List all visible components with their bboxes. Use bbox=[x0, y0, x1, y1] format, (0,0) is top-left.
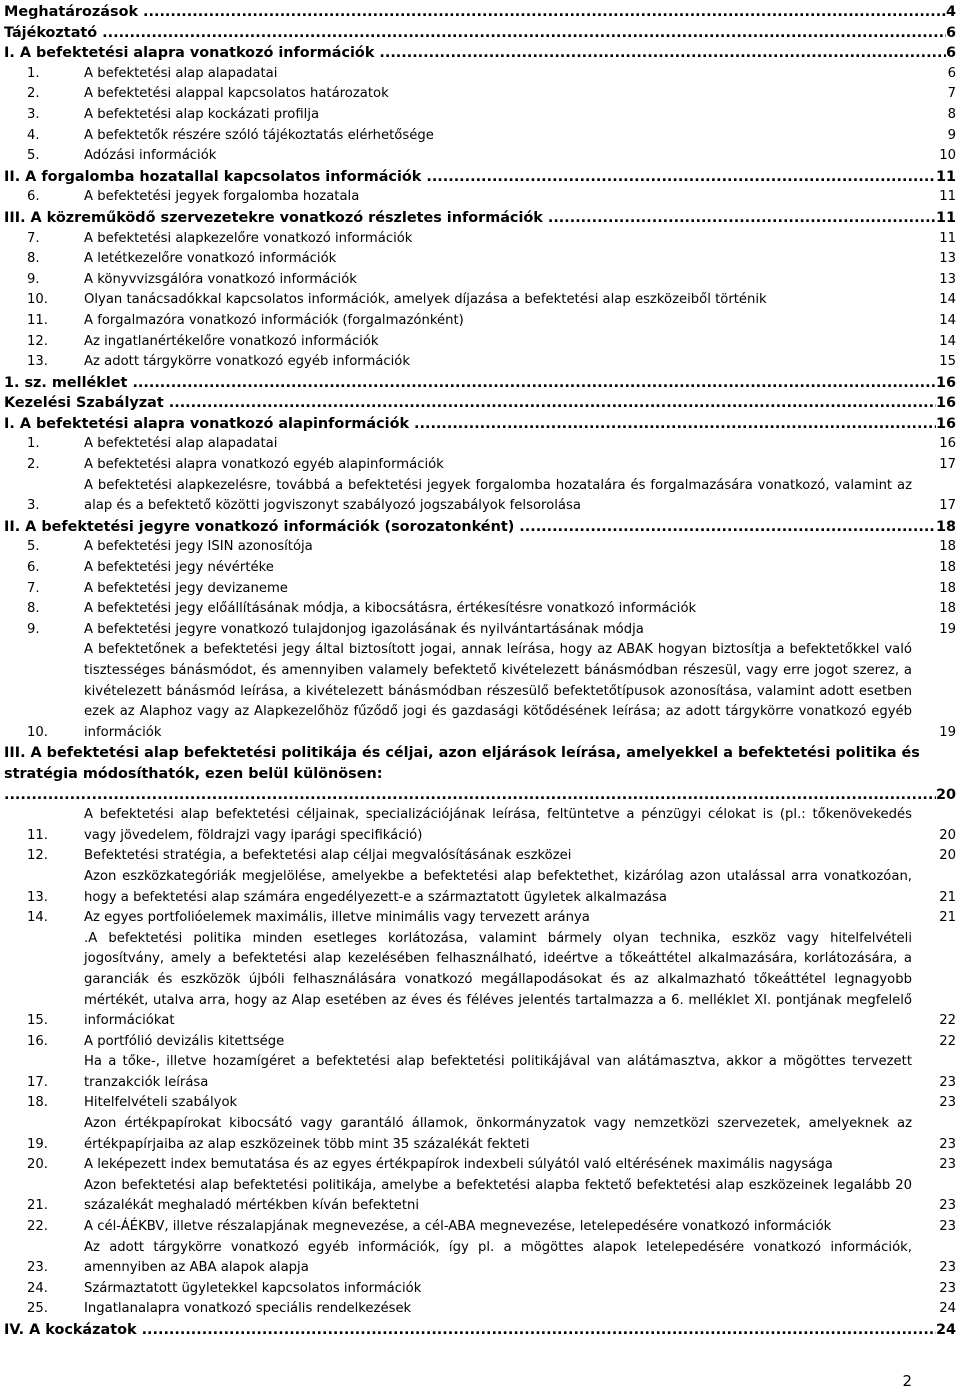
toc-entry[interactable] bbox=[4, 805, 956, 846]
toc-entry[interactable] bbox=[4, 1299, 956, 1320]
toc-entry[interactable] bbox=[4, 867, 956, 908]
toc-entry-page: 23 bbox=[939, 1198, 956, 1214]
toc-entry-page: 17 bbox=[939, 457, 956, 473]
toc-section-heading[interactable] bbox=[4, 208, 956, 229]
toc-entry-number: 1. bbox=[27, 436, 40, 452]
toc-entry-title: A befektetési alappal kapcsolatos határozatok bbox=[84, 86, 389, 102]
toc-entry[interactable] bbox=[4, 1093, 956, 1114]
toc-entry-number: 6. bbox=[27, 189, 40, 205]
toc-entry-number: 19. bbox=[27, 1136, 48, 1152]
toc-entry-page: 11 bbox=[939, 189, 956, 205]
toc-entry-page: 23 bbox=[939, 1074, 956, 1090]
table-of-contents bbox=[4, 2, 956, 1341]
toc-entry-page: 18 bbox=[939, 580, 956, 596]
toc-section-heading[interactable] bbox=[4, 743, 956, 805]
toc-entry[interactable] bbox=[4, 352, 956, 373]
toc-section-heading[interactable] bbox=[4, 167, 956, 188]
toc-entry-number: 24. bbox=[27, 1280, 48, 1296]
toc-entry-page: 23 bbox=[939, 1280, 956, 1296]
toc-entry-number: 1. bbox=[27, 65, 40, 81]
toc-entry-number: 8. bbox=[27, 601, 40, 617]
toc-entry-page: 22 bbox=[939, 1033, 956, 1049]
toc-entry-number: 13. bbox=[27, 354, 48, 370]
toc-entry-page: 11 bbox=[935, 168, 956, 185]
toc-entry-title: A befektetési alap kockázati profilja bbox=[84, 106, 320, 122]
toc-entry[interactable] bbox=[4, 1032, 956, 1053]
toc-entry-title: A portfólió devizális kitettsége bbox=[84, 1033, 285, 1049]
toc-section-heading[interactable] bbox=[4, 2, 956, 23]
toc-entry-page: 18 bbox=[939, 560, 956, 576]
toc-entry[interactable] bbox=[4, 187, 956, 208]
toc-entry-title: A befektetők részére szóló tájékoztatás elérhetősége bbox=[84, 127, 434, 143]
toc-entry-page: 23 bbox=[939, 1219, 956, 1235]
toc-entry-page: 8 bbox=[947, 106, 956, 122]
toc-entry-page: 23 bbox=[939, 1260, 956, 1276]
toc-entry-page: 18 bbox=[939, 539, 956, 555]
toc-entry-title: Ha a tőke-, illetve hozamígéret a befektetési alap befektetési politikájával van alátámasztva, akkor a mögöttes tervezett tranzakciók leírása bbox=[84, 1054, 912, 1090]
toc-entry-number: 4. bbox=[27, 127, 40, 143]
toc-entry-page: 13 bbox=[939, 251, 956, 267]
toc-entry-page: 23 bbox=[939, 1095, 956, 1111]
toc-entry-page: 24 bbox=[939, 1301, 956, 1317]
toc-entry-title: A befektetési alap befektetési céljainak, specializációjának leírása, feltüntetve a pénzügyi célokat is (pl.: tőkenövekedés vagy jövedelem, földrajzi vagy iparági specifikáció) bbox=[84, 807, 912, 843]
toc-entry-title: A befektetési alap alapadatai bbox=[84, 436, 278, 452]
toc-entry-title: III. A közreműködő szervezetekre vonatkozó részletes információk ..... bbox=[4, 208, 936, 229]
toc-entry-page: 18 bbox=[935, 518, 956, 535]
toc-entry-number: 9. bbox=[27, 271, 40, 287]
toc-entry-title: Kezelési Szabályzat ..... bbox=[4, 393, 936, 414]
toc-entry[interactable] bbox=[4, 311, 956, 332]
toc-entry-title: I. A befektetési alapra vonatkozó információk ..... bbox=[4, 43, 946, 64]
toc-entry-title: I. A befektetési alapra vonatkozó alapinformációk ..... bbox=[4, 414, 936, 435]
toc-entry-number: 8. bbox=[27, 251, 40, 267]
toc-entry[interactable] bbox=[4, 1114, 956, 1155]
toc-entry-number: 14. bbox=[27, 910, 48, 926]
toc-entry[interactable] bbox=[4, 249, 956, 270]
toc-entry-title: A letétkezelőre vonatkozó információk bbox=[84, 251, 337, 267]
toc-entry-number: 20. bbox=[27, 1157, 48, 1173]
toc-entry[interactable] bbox=[4, 929, 956, 1032]
toc-entry[interactable] bbox=[4, 229, 956, 250]
toc-entry-number: 5. bbox=[27, 539, 40, 555]
toc-entry-page: 24 bbox=[935, 1322, 956, 1338]
toc-entry[interactable] bbox=[4, 558, 956, 579]
toc-entry[interactable] bbox=[4, 1052, 956, 1093]
toc-entry-page: 7 bbox=[947, 86, 956, 102]
toc-entry[interactable] bbox=[4, 579, 956, 600]
toc-entry[interactable] bbox=[4, 64, 956, 85]
toc-section-heading[interactable] bbox=[4, 43, 956, 64]
toc-entry-title: II. A forgalomba hozatallal kapcsolatos információk ..... bbox=[4, 167, 936, 188]
toc-entry-title: II. A befektetési jegyre vonatkozó információk (sorozatonként) ..... bbox=[4, 517, 936, 538]
toc-entry[interactable] bbox=[4, 620, 956, 641]
toc-entry-page: 4 bbox=[945, 4, 956, 20]
toc-entry-title: Tájékoztató ..... bbox=[4, 23, 946, 44]
toc-entry-number: 13. bbox=[27, 889, 48, 905]
toc-entry-title: A befektetési jegy előállításának módja, a kibocsátásra, értékesítésre vonatkozó információk bbox=[84, 601, 697, 617]
toc-entry[interactable] bbox=[4, 846, 956, 867]
toc-entry[interactable] bbox=[4, 476, 956, 517]
toc-entry-page: 16 bbox=[935, 374, 956, 391]
toc-entry-page: 20 bbox=[939, 848, 956, 864]
toc-entry-page: 20 bbox=[935, 786, 956, 803]
toc-entry-page: 21 bbox=[939, 889, 956, 905]
toc-entry-number: 5. bbox=[27, 148, 40, 164]
toc-entry-title: Befektetési stratégia, a befektetési alap céljai megvalósításának eszközei bbox=[84, 848, 572, 864]
toc-entry[interactable] bbox=[4, 599, 956, 620]
toc-entry-page: 6 bbox=[945, 45, 956, 62]
toc-entry-page: 23 bbox=[939, 1136, 956, 1152]
toc-entry-number: 15. bbox=[27, 1013, 48, 1029]
toc-entry-number: 11. bbox=[27, 312, 48, 328]
toc-entry-title: A befektetési jegy névértéke bbox=[84, 560, 274, 576]
toc-entry-page: 14 bbox=[939, 312, 956, 328]
toc-entry-number: 12. bbox=[27, 333, 48, 349]
toc-section-heading[interactable] bbox=[4, 414, 956, 435]
toc-entry[interactable] bbox=[4, 1155, 956, 1176]
toc-entry-number: 16. bbox=[27, 1033, 48, 1049]
toc-entry[interactable] bbox=[4, 84, 956, 105]
toc-entry-page: 6 bbox=[945, 24, 956, 41]
toc-entry[interactable] bbox=[4, 1176, 956, 1217]
toc-entry-title: A forgalmazóra vonatkozó információk (forgalmazónként) bbox=[84, 312, 464, 328]
toc-entry-page: 11 bbox=[939, 230, 956, 246]
toc-entry-page: 13 bbox=[939, 271, 956, 287]
toc-entry-page: 21 bbox=[939, 910, 956, 926]
toc-entry[interactable] bbox=[4, 434, 956, 455]
toc-entry-number: 11. bbox=[27, 827, 48, 843]
toc-entry-number: 3. bbox=[27, 498, 40, 514]
toc-entry-number: 25. bbox=[27, 1301, 48, 1317]
toc-entry-title: A könyvvizsgálóra vonatkozó információk bbox=[84, 271, 357, 287]
toc-entry[interactable] bbox=[4, 908, 956, 929]
toc-entry-title: Származtatott ügyletekkel kapcsolatos információk bbox=[84, 1280, 422, 1296]
toc-entry-number: 9. bbox=[27, 621, 40, 637]
toc-entry-title: III. A befektetési alap befektetési politikája és céljai, azon eljárások leírása, amelyekkel a befektetési politika és stratégia módosíthatók, ezen belül különösen: ..... bbox=[4, 743, 936, 805]
toc-entry-title: A befektetési alap alapadatai bbox=[84, 65, 278, 81]
toc-entry-title: A befektetési alapkezelésre, továbbá a befektetési jegyek forgalomba hozatalára és forgalmazására vonatkozó, valamint az alap és a befektető közötti jogviszonyt szabályozó jogszabályok felsorolása bbox=[84, 477, 912, 514]
toc-section-heading[interactable] bbox=[4, 373, 956, 394]
toc-entry-title: Az adott tárgykörre vonatkozó egyéb információk bbox=[84, 354, 411, 370]
toc-entry-title: Az egyes portfolióelemek maximális, illetve minimális vagy tervezett aránya bbox=[84, 910, 590, 926]
toc-entry-title: Hitelfelvételi szabályok bbox=[84, 1095, 238, 1111]
toc-entry[interactable] bbox=[4, 640, 956, 743]
toc-entry-number: 7. bbox=[27, 230, 40, 246]
toc-entry-title: Olyan tanácsadókkal kapcsolatos információk, amelyek díjazása a befektetési alap eszközeiből történik bbox=[84, 292, 767, 308]
toc-entry-page: 10 bbox=[939, 148, 956, 164]
toc-entry-title: Meghatározások ..... bbox=[4, 2, 946, 23]
toc-entry-title: IV. A kockázatok ..... bbox=[4, 1320, 936, 1341]
toc-entry-number: 3. bbox=[27, 106, 40, 122]
toc-entry-title: Ingatlanalapra vonatkozó speciális rendelkezések bbox=[84, 1301, 412, 1317]
toc-entry[interactable] bbox=[4, 537, 956, 558]
toc-entry-page: 17 bbox=[939, 498, 956, 514]
toc-entry-number: 2. bbox=[27, 86, 40, 102]
toc-entry-page: 19 bbox=[939, 724, 956, 740]
toc-entry[interactable] bbox=[4, 105, 956, 126]
toc-entry-page: 14 bbox=[939, 333, 956, 349]
toc-entry[interactable] bbox=[4, 1279, 956, 1300]
toc-entry-page: 19 bbox=[939, 621, 956, 637]
page-number: 2 bbox=[902, 1372, 912, 1390]
toc-entry-number: 17. bbox=[27, 1074, 48, 1090]
toc-entry-title: A befektetési alapra vonatkozó egyéb alapinformációk bbox=[84, 457, 444, 473]
toc-entry-page: 6 bbox=[947, 65, 956, 81]
toc-entry-title: A befektetőnek a befektetési jegy által biztosított jogai, annak leírása, hogy az ABAK hogyan biztosítja a befektetőkkel való tisztességes bánásmódot, és amennyiben valamely befektető kivételezett bánásmódban részesül, vagy erre jogot szerez, a kivételezett bánásmód leírása, a kivételezett bánásmódban részesülő befektetőtípusok azonosítása, valamint adott esetben ezek az Alaphoz vagy az Alapkezelőhöz fűződő jogi és gazdasági kötődésének leírása; az adott tárgykörre vonatkozó egyéb információk bbox=[84, 642, 912, 740]
toc-entry-title: A befektetési alapkezelőre vonatkozó információk bbox=[84, 230, 413, 246]
toc-section-heading[interactable] bbox=[4, 517, 956, 538]
toc-entry-page: 14 bbox=[939, 292, 956, 308]
toc-entry-title: Az adott tárgykörre vonatkozó egyéb információk, így pl. a mögöttes alapok letelepedésére vonatkozó információk, amennyiben az ABA alapok alapja bbox=[84, 1239, 912, 1276]
toc-entry-page: 16 bbox=[935, 395, 956, 412]
toc-entry[interactable] bbox=[4, 455, 956, 476]
toc-entry[interactable] bbox=[4, 126, 956, 147]
toc-entry-number: 7. bbox=[27, 580, 40, 596]
toc-entry-title: A cél-ÁÉKBV, illetve részalapjának megnevezése, a cél-ABA megnevezése, letelepedésére vonatkozó információk bbox=[84, 1219, 832, 1235]
toc-entry-page: 9 bbox=[947, 127, 956, 143]
toc-entry[interactable] bbox=[4, 270, 956, 291]
toc-entry-number: 23. bbox=[27, 1260, 48, 1276]
toc-entry-page: 18 bbox=[939, 601, 956, 617]
toc-entry-number: 2. bbox=[27, 457, 40, 473]
toc-entry-page: 20 bbox=[939, 827, 956, 843]
toc-entry-title: A befektetési jegyek forgalomba hozatala bbox=[84, 189, 360, 205]
toc-entry-number: 12. bbox=[27, 848, 48, 864]
toc-entry[interactable] bbox=[4, 1238, 956, 1279]
toc-entry-title: A befektetési jegy devizaneme bbox=[84, 580, 288, 596]
toc-entry-number: 22. bbox=[27, 1219, 48, 1235]
toc-entry-page: 16 bbox=[939, 436, 956, 452]
toc-entry-number: 21. bbox=[27, 1198, 48, 1214]
toc-entry-title: .A befektetési politika minden esetleges korlátozása, valamint bármely olyan technika, eszköz vagy hitelfelvételi jogosítvány, amely a befektetési alap kezelésében felhasználható, ideértve a tőkeáttétel alkalmazására, korlátozására, a garanciák és eszközök újbóli felhasználására vonatkozó megállapodásokat és az alkalmazható tőkeáttétel legnagyobb mértékét, utalva arra, hogy az Alap esetében az éves és féléves jelentés tartalmazza a 6. melléklet XI. pontjának megfelelő információkat bbox=[84, 930, 912, 1029]
toc-entry-page: 15 bbox=[939, 354, 956, 370]
toc-entry-title: Az ingatlanértékelőre vonatkozó információk bbox=[84, 333, 379, 349]
toc-entry[interactable] bbox=[4, 1217, 956, 1238]
toc-entry-number: 18. bbox=[27, 1095, 48, 1111]
toc-entry-title: 1. sz. melléklet ..... bbox=[4, 373, 936, 394]
toc-entry-number: 6. bbox=[27, 560, 40, 576]
toc-entry-page: 16 bbox=[935, 415, 956, 432]
toc-entry-page: 23 bbox=[939, 1157, 956, 1173]
toc-section-heading[interactable] bbox=[4, 393, 956, 414]
toc-entry-page: 22 bbox=[939, 1013, 956, 1029]
toc-entry-title: Azon eszközkategóriák megjelölése, amelyekbe a befektetési alap befektethet, kizárólag azon utalással arra vonatkozóan, hogy a befektetési alap számára engedélyezett-e a származtatott ügyletek alkalmazása bbox=[84, 868, 912, 905]
toc-section-heading[interactable] bbox=[4, 23, 956, 44]
toc-entry-number: 10. bbox=[27, 292, 48, 308]
toc-entry[interactable] bbox=[4, 290, 956, 311]
toc-entry-title: A leképezett index bemutatása és az egyes értékpapírok indexbeli súlyától való eltérésének maximális nagysága bbox=[84, 1157, 833, 1173]
toc-entry-title: A befektetési jegyre vonatkozó tulajdonjog igazolásának és nyilvántartásának módja bbox=[84, 621, 644, 637]
toc-entry-title: A befektetési jegy ISIN azonosítója bbox=[84, 539, 313, 555]
toc-entry-number: 10. bbox=[27, 724, 48, 740]
toc-entry-title: Azon értékpapírokat kibocsátó vagy garantáló államok, önkormányzatok vagy nemzetközi szervezetek, amelyeknek az értékpapírjaiba az alap eszközeinek több mint 35 százalékát fekteti bbox=[84, 1116, 912, 1152]
toc-entry-page: 11 bbox=[935, 209, 956, 226]
toc-entry[interactable] bbox=[4, 332, 956, 353]
toc-section-heading[interactable] bbox=[4, 1320, 956, 1341]
toc-entry-title: Azon befektetési alap befektetési politikája, amelybe a befektetési alapba fektető befektetési alap eszközeinek legalább 20 százalékát meghaladó mértékben kíván befektetni bbox=[84, 1177, 912, 1214]
toc-entry[interactable] bbox=[4, 146, 956, 167]
toc-entry-title: Adózási információk bbox=[84, 148, 217, 164]
